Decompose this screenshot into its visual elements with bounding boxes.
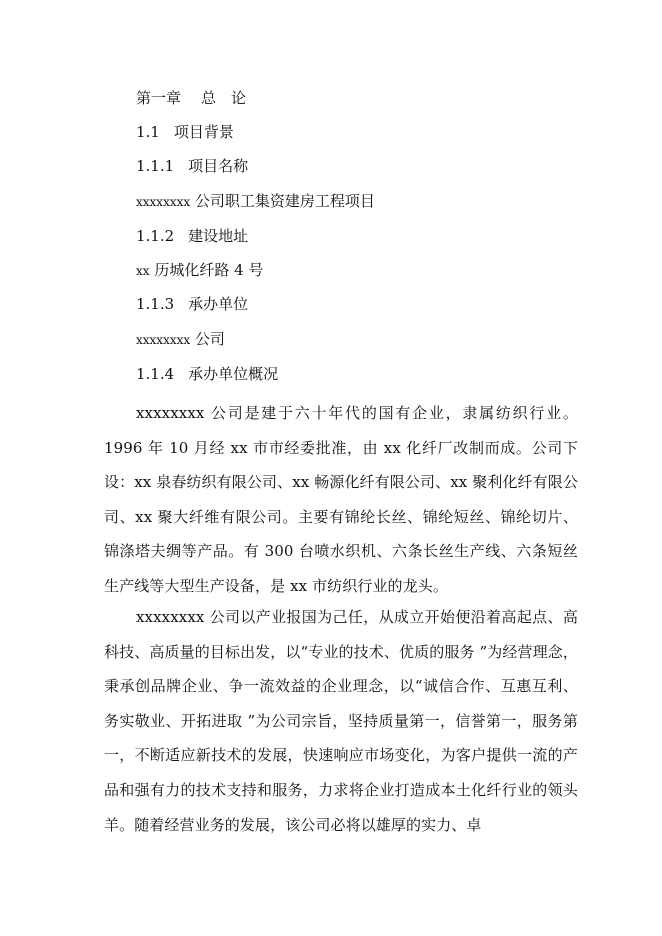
section-heading-1-1	[136, 122, 234, 142]
organizer-text: 公司	[194, 330, 225, 348]
section-number: 1.1.1	[136, 157, 175, 175]
section-heading-1-1-2	[136, 226, 248, 246]
address-prefix: xx	[136, 264, 150, 278]
section-title: 项目背景	[173, 123, 234, 141]
project-name-line	[136, 191, 375, 212]
section-number: 1.1	[136, 123, 160, 141]
chapter-number: 第一章	[136, 89, 182, 107]
section-number: 1.1.2	[136, 227, 175, 245]
section-title: 项目名称	[188, 157, 249, 175]
section-number: 1.1.4	[136, 365, 175, 383]
section-title: 建设地址	[188, 227, 249, 245]
section-heading-1-1-1	[136, 156, 248, 176]
address-line	[136, 260, 263, 281]
body-paragraph: xxxxxxxx 公司以产业报国为己任，从成立开始便沿着高起点、高科技、高质量的目标出发，以“专业的技术、优质的服务 ”为经营理念，秉承创品牌企业、争一流效益的企业理念，以“诚信合作、互惠互利、务实敬业、开拓进取 ”为公司宗旨，坚持质量第一，信誉第一，服务第一，不断适应新技术的发展，快速响应市场变化，为客户提供一流的产品和强有力的技术支持和服务，力求将企业打造成本土化纤行业的领头羊。随着经营业务的发展，该公司必将以雄厚的实力、卓	[104, 608, 578, 834]
organizer-line	[136, 329, 225, 350]
section-title: 承办单位概况	[188, 365, 279, 383]
section-heading-1-1-4	[136, 364, 278, 384]
chapter-title: 总 论	[201, 89, 247, 107]
organizer-prefix: xxxxxxxx	[136, 333, 191, 347]
project-name-text: 公司职工集资建房工程项目	[194, 192, 375, 210]
project-name-prefix: xxxxxxxx	[136, 195, 191, 209]
body-paragraph: xxxxxxxx 公司是建于六十年代的国有企业，隶属纺织行业。1996 年 10 月经 xx 市市经委批准，由 xx 化纤厂改制而成。公司下设：xx 泉春纺织有限公司、xx 畅源化纤有限公司、xx 聚利化纤有限公司、xx 聚大纤维有限公司。主要有锦纶长丝、锦纶短丝、锦纶切片、锦涤塔夫绸等产品。有 300 台喷水织机、六条长丝生产线、六条短丝生产线等大型生产设备，是 xx 市纺织行业的龙头。	[104, 404, 578, 595]
chapter-heading	[136, 88, 246, 108]
section-title: 承办单位	[188, 295, 249, 313]
section-number: 1.1.3	[136, 295, 175, 313]
section-heading-1-1-3	[136, 294, 248, 314]
address-text: 历城化纤路 4 号	[154, 261, 264, 279]
